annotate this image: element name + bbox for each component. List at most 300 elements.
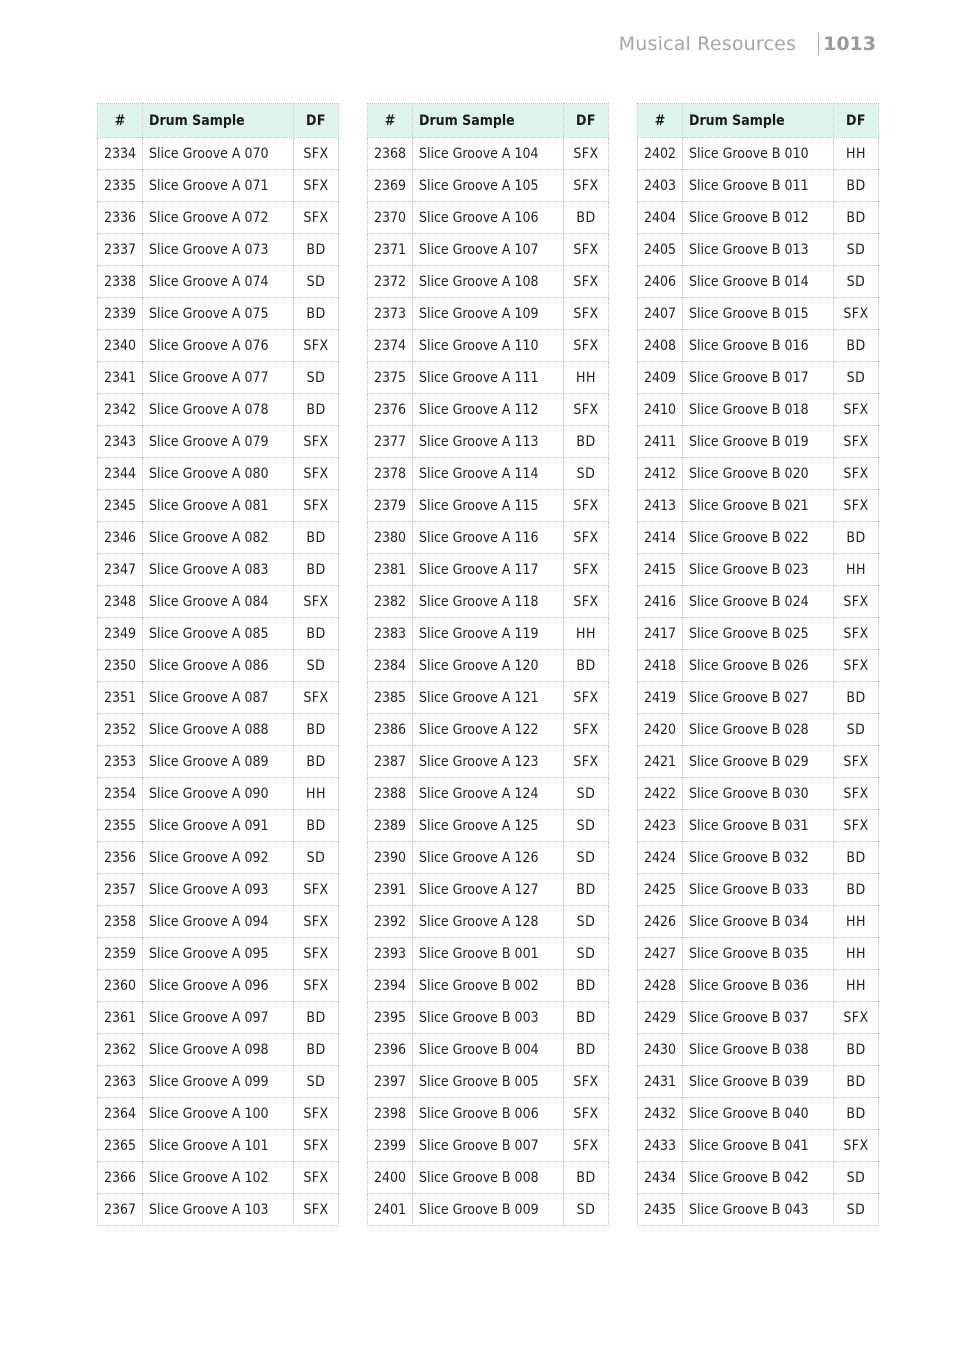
drum-family: SFX: [564, 586, 609, 618]
sample-number: 2349: [98, 618, 143, 650]
sample-number: 2397: [368, 1066, 413, 1098]
column-header-number: #: [638, 104, 683, 138]
table-row: [368, 938, 609, 970]
sample-number: 2364: [98, 1098, 143, 1130]
table-row: [638, 1194, 879, 1226]
table-row: [98, 202, 339, 234]
sample-number: 2426: [638, 906, 683, 938]
drum-family: SFX: [294, 202, 339, 234]
drum-sample-table: [97, 103, 339, 1226]
sample-number: 2371: [368, 234, 413, 266]
table-row: [638, 458, 879, 490]
sample-name: Slice Groove B 033: [683, 874, 834, 906]
sample-name: Slice Groove A 078: [143, 394, 294, 426]
drum-family: BD: [564, 650, 609, 682]
sample-name: Slice Groove A 102: [143, 1162, 294, 1194]
table-row: [98, 1194, 339, 1226]
table-row: [638, 938, 879, 970]
drum-family: SFX: [564, 298, 609, 330]
drum-family: HH: [564, 362, 609, 394]
table-row: [638, 906, 879, 938]
table-row: [638, 1162, 879, 1194]
sample-name: Slice Groove B 017: [683, 362, 834, 394]
table-row: [638, 522, 879, 554]
sample-name: Slice Groove A 108: [413, 266, 564, 298]
drum-family: BD: [834, 1066, 879, 1098]
sample-name: Slice Groove B 024: [683, 586, 834, 618]
drum-family: HH: [834, 554, 879, 586]
sample-number: 2427: [638, 938, 683, 970]
table-header-row: [98, 104, 339, 138]
table-row: [368, 426, 609, 458]
sample-number: 2375: [368, 362, 413, 394]
sample-number: 2376: [368, 394, 413, 426]
sample-number: 2430: [638, 1034, 683, 1066]
table-row: [368, 138, 609, 170]
sample-name: Slice Groove B 013: [683, 234, 834, 266]
sample-number: 2387: [368, 746, 413, 778]
table-row: [98, 746, 339, 778]
drum-family: HH: [834, 906, 879, 938]
table-row: [98, 1098, 339, 1130]
sample-name: Slice Groove B 009: [413, 1194, 564, 1226]
table-row: [98, 1162, 339, 1194]
drum-family: BD: [294, 810, 339, 842]
sample-number: 2344: [98, 458, 143, 490]
sample-number: 2410: [638, 394, 683, 426]
table-row: [368, 1130, 609, 1162]
drum-family: SFX: [564, 170, 609, 202]
sample-number: 2341: [98, 362, 143, 394]
sample-name: Slice Groove A 080: [143, 458, 294, 490]
sample-number: 2390: [368, 842, 413, 874]
drum-family: SFX: [834, 810, 879, 842]
sample-number: 2365: [98, 1130, 143, 1162]
sample-name: Slice Groove B 014: [683, 266, 834, 298]
sample-name: Slice Groove A 106: [413, 202, 564, 234]
drum-family: SFX: [834, 1002, 879, 1034]
table-row: [638, 170, 879, 202]
sample-name: Slice Groove B 036: [683, 970, 834, 1002]
drum-family: BD: [834, 682, 879, 714]
table-row: [368, 874, 609, 906]
drum-family: SFX: [294, 1194, 339, 1226]
drum-family: SFX: [294, 458, 339, 490]
drum-family: SD: [564, 1194, 609, 1226]
drum-family: SD: [564, 458, 609, 490]
table-row: [638, 1066, 879, 1098]
drum-family: SFX: [834, 650, 879, 682]
sample-number: 2401: [368, 1194, 413, 1226]
drum-family: SFX: [834, 618, 879, 650]
sample-name: Slice Groove A 104: [413, 138, 564, 170]
sample-number: 2405: [638, 234, 683, 266]
sample-name: Slice Groove B 027: [683, 682, 834, 714]
sample-name: Slice Groove B 029: [683, 746, 834, 778]
drum-family: HH: [834, 138, 879, 170]
table-row: [638, 810, 879, 842]
table-row: [98, 586, 339, 618]
sample-number: 2357: [98, 874, 143, 906]
sample-name: Slice Groove A 110: [413, 330, 564, 362]
sample-number: 2359: [98, 938, 143, 970]
sample-name: Slice Groove B 005: [413, 1066, 564, 1098]
sample-number: 2404: [638, 202, 683, 234]
sample-name: Slice Groove A 109: [413, 298, 564, 330]
table-row: [98, 522, 339, 554]
sample-number: 2354: [98, 778, 143, 810]
table-row: [368, 970, 609, 1002]
sample-number: 2352: [98, 714, 143, 746]
sample-name: Slice Groove A 072: [143, 202, 294, 234]
sample-number: 2411: [638, 426, 683, 458]
sample-number: 2336: [98, 202, 143, 234]
column-header-df: DF: [564, 104, 609, 138]
table-row: [638, 618, 879, 650]
table-row: [368, 618, 609, 650]
sample-number: 2369: [368, 170, 413, 202]
drum-family: BD: [294, 298, 339, 330]
column-header-drum-sample: Drum Sample: [683, 104, 834, 138]
sample-name: Slice Groove A 095: [143, 938, 294, 970]
sample-number: 2420: [638, 714, 683, 746]
drum-family: HH: [834, 970, 879, 1002]
sample-name: Slice Groove B 010: [683, 138, 834, 170]
sample-name: Slice Groove B 021: [683, 490, 834, 522]
drum-family: SD: [564, 778, 609, 810]
sample-number: 2339: [98, 298, 143, 330]
table-row: [638, 682, 879, 714]
drum-family: SFX: [564, 330, 609, 362]
sample-number: 2406: [638, 266, 683, 298]
sample-number: 2398: [368, 1098, 413, 1130]
table-row: [638, 426, 879, 458]
table-row: [638, 234, 879, 266]
table-row: [638, 298, 879, 330]
sample-name: Slice Groove B 016: [683, 330, 834, 362]
sample-name: Slice Groove A 076: [143, 330, 294, 362]
drum-family: BD: [294, 1002, 339, 1034]
table-row: [638, 842, 879, 874]
sample-number: 2346: [98, 522, 143, 554]
table-row: [638, 202, 879, 234]
sample-number: 2353: [98, 746, 143, 778]
sample-name: Slice Groove B 019: [683, 426, 834, 458]
sample-name: Slice Groove A 112: [413, 394, 564, 426]
sample-number: 2393: [368, 938, 413, 970]
drum-family: SFX: [564, 138, 609, 170]
table-row: [638, 490, 879, 522]
table-row: [98, 938, 339, 970]
sample-number: 2416: [638, 586, 683, 618]
sample-name: Slice Groove A 126: [413, 842, 564, 874]
sample-number: 2414: [638, 522, 683, 554]
sample-number: 2418: [638, 650, 683, 682]
drum-family: BD: [294, 1034, 339, 1066]
sample-name: Slice Groove A 128: [413, 906, 564, 938]
drum-family: SFX: [564, 682, 609, 714]
sample-number: 2429: [638, 1002, 683, 1034]
table-row: [98, 1130, 339, 1162]
sample-name: Slice Groove B 018: [683, 394, 834, 426]
sample-number: 2408: [638, 330, 683, 362]
sample-number: 2374: [368, 330, 413, 362]
drum-family: BD: [834, 842, 879, 874]
drum-family: SFX: [834, 746, 879, 778]
drum-family: SFX: [294, 938, 339, 970]
drum-family: SFX: [564, 490, 609, 522]
drum-family: SFX: [564, 554, 609, 586]
drum-family: BD: [294, 714, 339, 746]
sample-name: Slice Groove A 089: [143, 746, 294, 778]
table-row: [98, 810, 339, 842]
page-number: 1013: [823, 33, 876, 55]
sample-number: 2400: [368, 1162, 413, 1194]
sample-number: 2403: [638, 170, 683, 202]
drum-family: BD: [834, 874, 879, 906]
table-header-row: [638, 104, 879, 138]
header-divider: [818, 33, 819, 55]
table-row: [368, 1162, 609, 1194]
table-row: [368, 458, 609, 490]
table-row: [98, 906, 339, 938]
page-header: [619, 33, 876, 55]
drum-family: SFX: [564, 522, 609, 554]
table-row: [638, 362, 879, 394]
drum-family: BD: [294, 522, 339, 554]
sample-name: Slice Groove A 074: [143, 266, 294, 298]
table-row: [638, 650, 879, 682]
table-row: [368, 554, 609, 586]
sample-name: Slice Groove A 101: [143, 1130, 294, 1162]
sample-name: Slice Groove B 008: [413, 1162, 564, 1194]
sample-name: Slice Groove A 111: [413, 362, 564, 394]
table-row: [368, 522, 609, 554]
sample-number: 2367: [98, 1194, 143, 1226]
sample-name: Slice Groove A 116: [413, 522, 564, 554]
sample-number: 2348: [98, 586, 143, 618]
drum-family: SD: [294, 842, 339, 874]
sample-number: 2361: [98, 1002, 143, 1034]
drum-family: SFX: [294, 490, 339, 522]
sample-name: Slice Groove B 020: [683, 458, 834, 490]
sample-number: 2360: [98, 970, 143, 1002]
sample-number: 2340: [98, 330, 143, 362]
sample-name: Slice Groove A 113: [413, 426, 564, 458]
drum-family: SFX: [564, 234, 609, 266]
table-row: [638, 874, 879, 906]
table-row: [98, 874, 339, 906]
sample-number: 2399: [368, 1130, 413, 1162]
drum-family: HH: [564, 618, 609, 650]
table-row: [368, 1098, 609, 1130]
drum-family: SD: [834, 714, 879, 746]
sample-number: 2432: [638, 1098, 683, 1130]
table-row: [638, 1034, 879, 1066]
sample-number: 2434: [638, 1162, 683, 1194]
sample-number: 2433: [638, 1130, 683, 1162]
sample-name: Slice Groove A 091: [143, 810, 294, 842]
table-row: [638, 970, 879, 1002]
sample-number: 2382: [368, 586, 413, 618]
table-row: [98, 554, 339, 586]
table-row: [98, 266, 339, 298]
sample-name: Slice Groove A 084: [143, 586, 294, 618]
sample-number: 2356: [98, 842, 143, 874]
table-row: [98, 842, 339, 874]
sample-number: 2394: [368, 970, 413, 1002]
table-row: [368, 202, 609, 234]
table-row: [368, 234, 609, 266]
table-row: [368, 330, 609, 362]
sample-name: Slice Groove A 100: [143, 1098, 294, 1130]
drum-family: BD: [564, 874, 609, 906]
sample-number: 2385: [368, 682, 413, 714]
sample-name: Slice Groove A 118: [413, 586, 564, 618]
sample-name: Slice Groove A 103: [143, 1194, 294, 1226]
sample-number: 2392: [368, 906, 413, 938]
sample-name: Slice Groove A 117: [413, 554, 564, 586]
sample-number: 2338: [98, 266, 143, 298]
table-row: [98, 778, 339, 810]
column-header-drum-sample: Drum Sample: [413, 104, 564, 138]
sample-number: 2368: [368, 138, 413, 170]
drum-family: SFX: [294, 426, 339, 458]
sample-number: 2409: [638, 362, 683, 394]
table-row: [368, 1002, 609, 1034]
drum-family: SFX: [834, 490, 879, 522]
sample-name: Slice Groove B 004: [413, 1034, 564, 1066]
table-row: [98, 1034, 339, 1066]
sample-name: Slice Groove A 079: [143, 426, 294, 458]
drum-family: SFX: [294, 330, 339, 362]
sample-number: 2384: [368, 650, 413, 682]
drum-family: SD: [564, 810, 609, 842]
table-header-row: [368, 104, 609, 138]
sample-name: Slice Groove A 098: [143, 1034, 294, 1066]
sample-number: 2435: [638, 1194, 683, 1226]
drum-family: BD: [294, 394, 339, 426]
sample-name: Slice Groove A 120: [413, 650, 564, 682]
sample-name: Slice Groove A 099: [143, 1066, 294, 1098]
sample-name: Slice Groove B 040: [683, 1098, 834, 1130]
drum-family: SFX: [834, 586, 879, 618]
sample-name: Slice Groove B 001: [413, 938, 564, 970]
sample-name: Slice Groove A 125: [413, 810, 564, 842]
drum-family: BD: [564, 426, 609, 458]
sample-number: 2343: [98, 426, 143, 458]
drum-family: SFX: [294, 1162, 339, 1194]
drum-family: BD: [564, 1162, 609, 1194]
table-row: [98, 426, 339, 458]
table-row: [638, 586, 879, 618]
drum-family: SD: [294, 362, 339, 394]
sample-name: Slice Groove A 073: [143, 234, 294, 266]
sample-name: Slice Groove A 071: [143, 170, 294, 202]
drum-family: SFX: [834, 298, 879, 330]
drum-family: BD: [564, 970, 609, 1002]
table-row: [368, 714, 609, 746]
drum-family: BD: [834, 522, 879, 554]
sample-number: 2424: [638, 842, 683, 874]
sample-number: 2383: [368, 618, 413, 650]
sample-number: 2422: [638, 778, 683, 810]
sample-name: Slice Groove A 094: [143, 906, 294, 938]
table-row: [638, 138, 879, 170]
sample-number: 2421: [638, 746, 683, 778]
drum-family: SFX: [294, 874, 339, 906]
drum-family: BD: [294, 554, 339, 586]
table-row: [368, 586, 609, 618]
sample-name: Slice Groove A 085: [143, 618, 294, 650]
drum-family: SFX: [834, 394, 879, 426]
sample-number: 2342: [98, 394, 143, 426]
table-row: [368, 906, 609, 938]
sample-number: 2362: [98, 1034, 143, 1066]
sample-number: 2345: [98, 490, 143, 522]
sample-number: 2419: [638, 682, 683, 714]
sample-number: 2372: [368, 266, 413, 298]
sample-number: 2350: [98, 650, 143, 682]
sample-number: 2379: [368, 490, 413, 522]
drum-family: BD: [564, 1002, 609, 1034]
sample-name: Slice Groove A 075: [143, 298, 294, 330]
drum-family: SFX: [564, 746, 609, 778]
sample-number: 2358: [98, 906, 143, 938]
table-row: [638, 714, 879, 746]
sample-name: Slice Groove A 107: [413, 234, 564, 266]
drum-family: SD: [294, 650, 339, 682]
drum-family: SFX: [834, 458, 879, 490]
sample-number: 2370: [368, 202, 413, 234]
section-title: Musical Resources: [618, 33, 797, 55]
table-row: [98, 394, 339, 426]
table-row: [98, 138, 339, 170]
sample-name: Slice Groove B 007: [413, 1130, 564, 1162]
sample-name: Slice Groove B 002: [413, 970, 564, 1002]
sample-name: Slice Groove B 035: [683, 938, 834, 970]
table-row: [368, 810, 609, 842]
sample-name: Slice Groove A 114: [413, 458, 564, 490]
drum-family: SFX: [294, 906, 339, 938]
sample-number: 2423: [638, 810, 683, 842]
table-row: [98, 330, 339, 362]
drum-family: SFX: [294, 970, 339, 1002]
drum-family: BD: [294, 618, 339, 650]
sample-name: Slice Groove A 105: [413, 170, 564, 202]
table-row: [98, 458, 339, 490]
sample-name: Slice Groove A 119: [413, 618, 564, 650]
sample-name: Slice Groove B 039: [683, 1066, 834, 1098]
table-row: [98, 970, 339, 1002]
sample-number: 2425: [638, 874, 683, 906]
sample-number: 2381: [368, 554, 413, 586]
sample-name: Slice Groove B 028: [683, 714, 834, 746]
sample-name: Slice Groove B 031: [683, 810, 834, 842]
drum-family: SFX: [564, 1066, 609, 1098]
sample-number: 2391: [368, 874, 413, 906]
drum-family: BD: [834, 202, 879, 234]
sample-number: 2413: [638, 490, 683, 522]
table-row: [98, 682, 339, 714]
drum-sample-table: [637, 103, 879, 1226]
drum-family: SFX: [294, 1130, 339, 1162]
sample-name: Slice Groove B 042: [683, 1162, 834, 1194]
drum-family: BD: [294, 234, 339, 266]
drum-sample-tables: [97, 103, 879, 1226]
sample-name: Slice Groove B 023: [683, 554, 834, 586]
table-row: [368, 170, 609, 202]
